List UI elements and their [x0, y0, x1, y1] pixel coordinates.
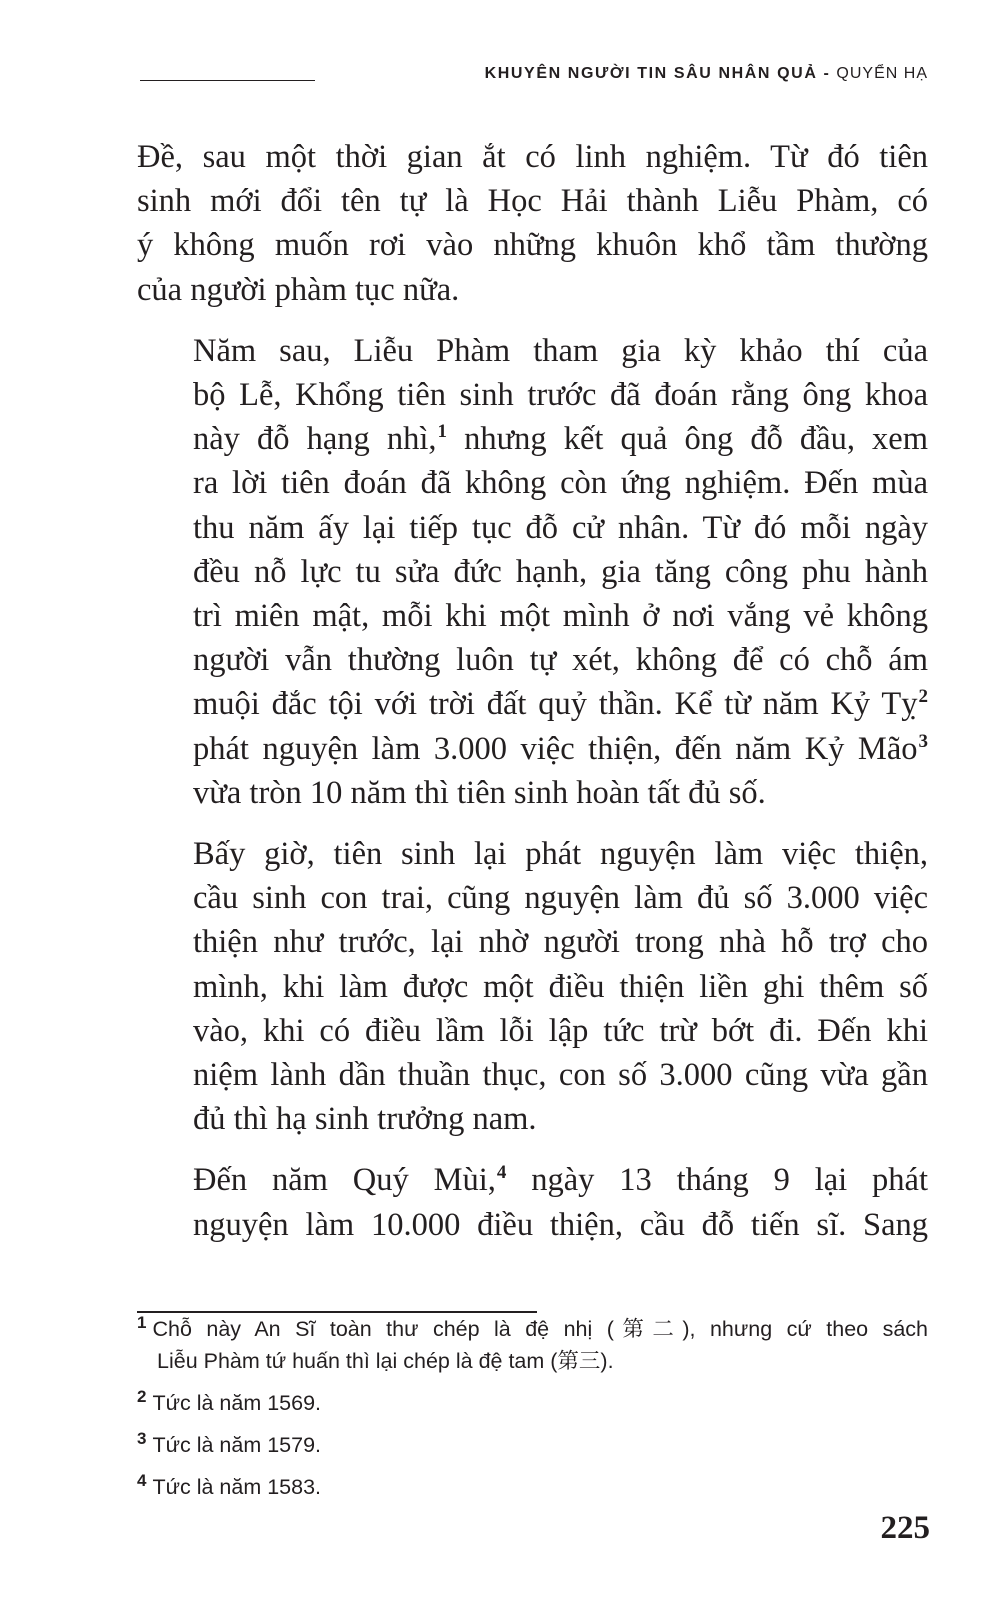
- text-segment: này đỗ hạng nhì,: [193, 421, 437, 458]
- text-line: của người phàm tục nữa.: [137, 271, 460, 308]
- text-segment: Đến năm Quý Mùi,: [193, 1162, 496, 1199]
- header-rule: [140, 80, 315, 81]
- footnote-number: 3: [137, 1429, 147, 1448]
- footnote-4: [137, 1471, 928, 1503]
- footnote-1: [137, 1313, 928, 1377]
- footnote-number: 4: [137, 1471, 147, 1490]
- book-title: KHUYÊN NGƯỜI TIN SÂU NHÂN QUẢ: [484, 65, 818, 82]
- footnote-2: [137, 1387, 928, 1419]
- text-segment: phát nguyện làm 3.000 việc thiện, đến năm Kỷ Mão: [193, 730, 918, 767]
- text-line: [137, 727, 928, 771]
- body-text: [137, 135, 928, 1264]
- text-line: thu năm ấy lại tiếp tục đỗ cử nhân. Từ đó mỗi ngày: [193, 509, 928, 546]
- text-segment: nhưng kết quả ông đỗ đầu, xem: [464, 421, 929, 458]
- running-header: [485, 65, 928, 83]
- text-line: sinh mới đổi tên tự là Học Hải thành Liễu Phàm, có: [137, 183, 928, 220]
- text-line: ý không muốn rơi vào những khuôn khổ tầm thường: [137, 227, 928, 264]
- text-segment: ngày 13 tháng 9 lại phát: [531, 1162, 928, 1199]
- footnote-marker-3: 3: [918, 730, 928, 752]
- footnote-3: [137, 1429, 928, 1461]
- text-line: Đề, sau một thời gian ắt có linh nghiệm. Từ đó tiên: [137, 139, 928, 175]
- text-line: cầu sinh con trai, cũng nguyện làm đủ số 3.000 việc: [193, 880, 928, 917]
- footnote-text: Liễu Phàm tứ huấn thì lại chép là đệ tam (第三).: [157, 1349, 614, 1373]
- text-line: ra lời tiên đoán đã không còn ứng nghiệm. Đến mùa: [193, 465, 928, 502]
- paragraph-2: [137, 329, 928, 815]
- footnote-text: Tức là năm 1569.: [152, 1391, 322, 1415]
- paragraph-4: [137, 1158, 928, 1246]
- footnote-marker-2: 2: [918, 686, 928, 708]
- header-separator: -: [823, 65, 831, 82]
- text-line: mình, khi làm được một điều thiện liền ghi thêm số: [193, 968, 928, 1005]
- volume-label: QUYỂN HẠ: [836, 65, 928, 82]
- footnotes: [137, 1313, 928, 1513]
- footnote-line: [137, 1429, 928, 1461]
- footnote-line: [137, 1313, 928, 1345]
- text-line: [137, 1158, 928, 1202]
- text-line: bộ Lễ, Khổng tiên sinh trước đã đoán rằng ông khoa: [193, 377, 928, 414]
- footnote-text: Tức là năm 1583.: [152, 1475, 322, 1499]
- footnote-number: 2: [137, 1387, 147, 1406]
- footnote-line: [137, 1387, 928, 1419]
- text-line: đều nỗ lực tu sửa đức hạnh, gia tăng công phu hành: [193, 553, 928, 590]
- text-line: Bấy giờ, tiên sinh lại phát nguyện làm việc thiện,: [193, 836, 928, 873]
- text-line: người vẫn thường luôn tự xét, không để có chỗ ám: [193, 642, 928, 679]
- text-line: Năm sau, Liễu Phàm tham gia kỳ khảo thí của: [193, 332, 928, 369]
- footnote-line: [137, 1471, 928, 1503]
- footnote-text: Tức là năm 1579.: [152, 1433, 322, 1457]
- text-line: nguyện làm 10.000 điều thiện, cầu đỗ tiến sĩ. Sang: [193, 1206, 928, 1243]
- paragraph-1: [137, 135, 928, 312]
- footnote-text: Chỗ này An Sĩ toàn thư chép là đệ nhị (第二), nhưng cứ theo sách: [152, 1317, 928, 1341]
- text-line: [137, 682, 928, 726]
- paragraph-3: [137, 832, 928, 1141]
- text-segment: muội đắc tội với trời đất quỷ thần. Kể từ năm Kỷ Tỵ: [193, 686, 918, 723]
- text-line: niệm lành dần thuần thục, con số 3.000 cũng vừa gần: [193, 1057, 928, 1094]
- text-line: [137, 417, 928, 461]
- page-number: 225: [880, 1510, 930, 1546]
- text-line: vừa tròn 10 năm thì tiên sinh hoàn tất đủ số.: [193, 774, 766, 811]
- text-line: thiện như trước, lại nhờ người trong nhà hỗ trợ cho: [193, 924, 928, 961]
- footnote-number: 1: [137, 1313, 147, 1332]
- footnote-marker-4: 4: [496, 1162, 507, 1184]
- footnote-marker-1: 1: [437, 421, 447, 443]
- text-line: trì miên mật, mỗi khi một mình ở nơi vắng vẻ không: [193, 598, 928, 635]
- text-line: vào, khi có điều lầm lỗi lập tức trừ bớt đi. Đến khi: [193, 1012, 928, 1049]
- text-line: đủ thì hạ sinh trưởng nam.: [193, 1101, 537, 1138]
